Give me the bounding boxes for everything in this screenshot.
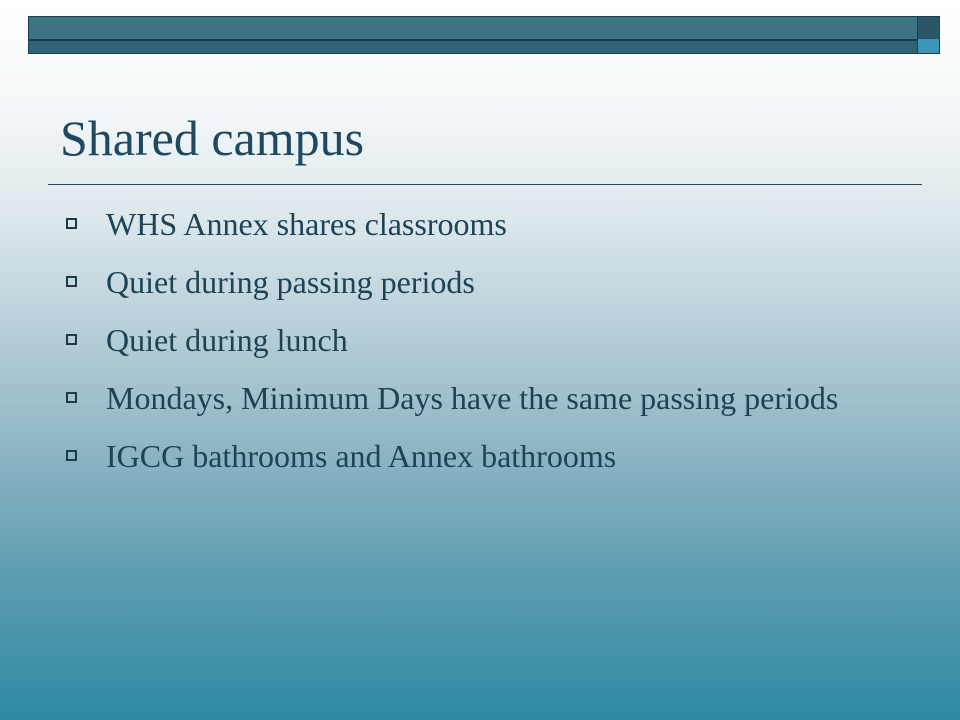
hollow-square-bullet-icon [66,392,77,403]
slide-title: Shared campus [60,110,365,166]
bullet-text: IGCG bathrooms and Annex bathrooms [106,438,617,474]
bullet-item [66,318,886,362]
bullet-text: Quiet during passing periods [106,264,475,300]
bullet-text: Mondays, Minimum Days have the same passing periods [106,380,839,416]
hollow-square-bullet-icon [66,218,77,229]
bullet-text: Quiet during lunch [106,322,348,358]
hollow-square-bullet-icon [66,276,77,287]
bullet-item [66,260,886,304]
banner-corner-square [917,17,939,39]
title-underline [48,184,922,185]
bullet-list [66,202,886,492]
bullet-item [66,376,886,420]
bullet-item [66,434,886,478]
banner-corner-accent [917,39,939,53]
banner-divider-line [29,39,917,41]
hollow-square-bullet-icon [66,334,77,345]
bullet-item [66,202,886,246]
banner-lower-band [29,41,917,53]
hollow-square-bullet-icon [66,450,77,461]
bullet-text: WHS Annex shares classrooms [106,206,507,242]
header-banner [28,16,940,54]
